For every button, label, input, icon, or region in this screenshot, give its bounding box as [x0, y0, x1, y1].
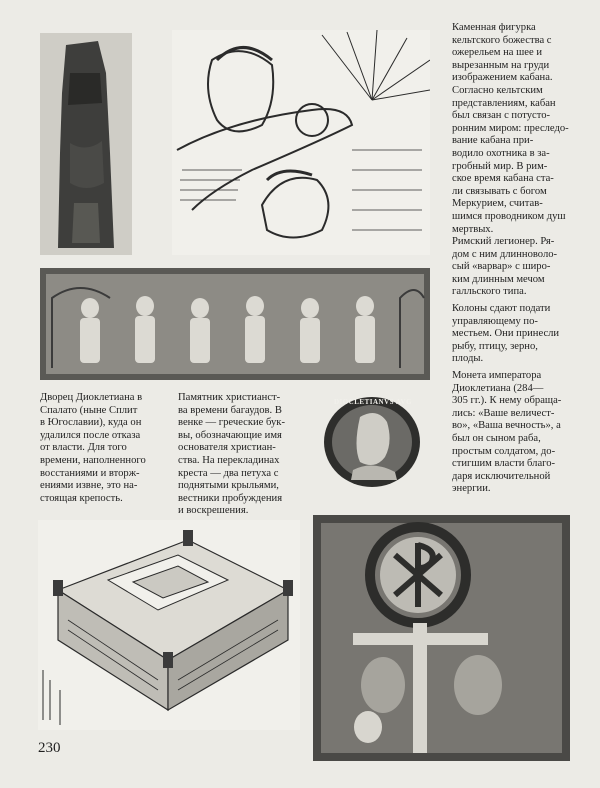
caption-palace: Дворец Диоклетиана в Спалато (ныне Сплит в Югославии), куда он удалился после отказа от власти. Для того времени, наполненного восстаниями и вторж- ениями извне, это на- стоящая крепость. — [40, 392, 146, 504]
caption-legionary: Римский легионер. Ря- дом с ним длинноволо- сый «варвар» с широ- ким длинным мечом галльского типа. — [452, 236, 558, 298]
caption-christian-monument: Памятник христианст- ва времени багаудов. В венке — греческие бук- вы, обозначающие имя основателя христиан- ства. На перекладинах креста — два петуха с поднятыми крыльями, вестники пробуждения и воскрешения. — [178, 392, 285, 517]
diocletian-coin-photo — [315, 392, 430, 492]
celtic-figure-photo — [40, 33, 132, 255]
christian-monument-photo — [313, 515, 570, 761]
caption-celtic-figure: Каменная фигурка кельтского божества с ожерельем на шее и вырезанным на груди изображением кабана. Согласно кельтским представлениям, кабан был связан с потусто- ронним миром: преследо- вание кабана при- водило охотника в за- гробный мир. В рим- ское время кабана ста- ли связывать с богом Меркурием, считав- шимся проводником душ мертвых. — [452, 22, 569, 235]
caption-diocletian-coin: Монета императора Диоклетиана (284— 305 гг.). К нему обраща- лись: «Ваше величест- во», «Ваша вечность», а был он сыном раба, простым солдатом, до- стигшим власти благо- даря исключительной энергии. — [452, 370, 562, 495]
legionary-drawing — [172, 30, 430, 255]
palace-drawing — [38, 520, 300, 730]
coin-inscription: DIOCLETIANVS AVG — [333, 398, 413, 406]
caption-coloni: Колоны сдают подати управляющему по- местьем. Они принесли рыбу, птицу, зерно, плоды. — [452, 303, 560, 365]
page-number: 230 — [38, 740, 61, 756]
coloni-relief-photo — [40, 268, 430, 380]
